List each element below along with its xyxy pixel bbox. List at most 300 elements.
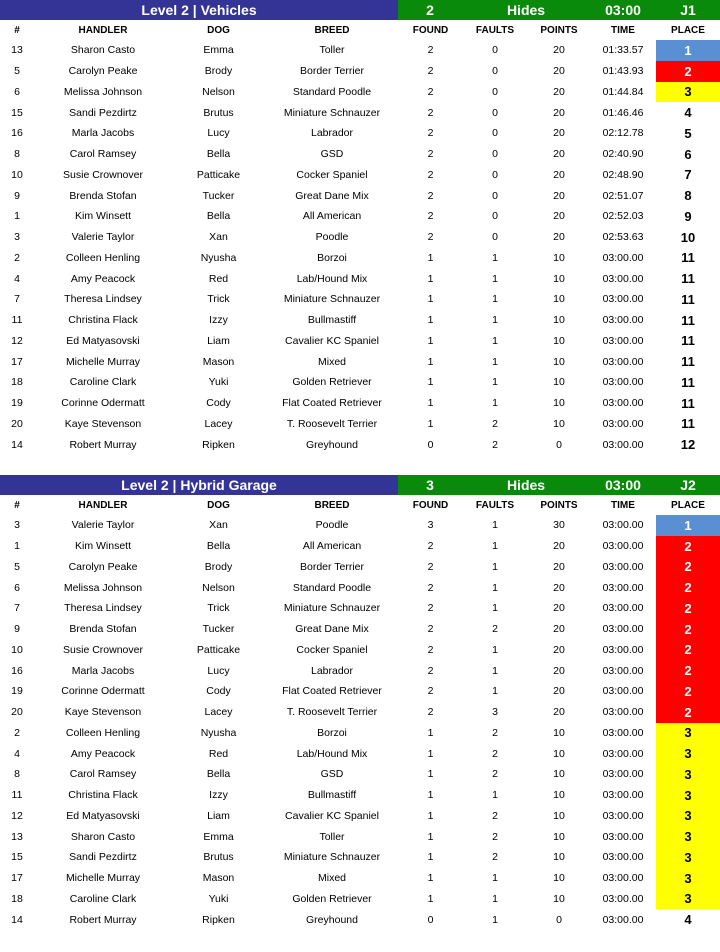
cell-found: 2 [427, 231, 434, 244]
cell-found: 1 [427, 747, 434, 760]
cell-number: 12 [11, 809, 23, 822]
cell-place: 11 [681, 395, 695, 411]
cell-found: 1 [427, 293, 434, 306]
cell-dog: Brutus [203, 106, 234, 119]
column-header-time: TIME [611, 499, 635, 511]
cell-dog: Trick [207, 293, 230, 306]
cell-dog: Nelson [202, 581, 235, 594]
cell-handler: Sandi Pezdirtz [69, 851, 137, 864]
cell-found: 1 [427, 768, 434, 781]
cell-number: 20 [11, 417, 23, 430]
cell-time: 03:00.00 [602, 830, 644, 843]
cell-points: 10 [553, 830, 565, 843]
cell-number: 20 [11, 706, 23, 719]
cell-dog: Ripken [202, 913, 235, 926]
cell-faults: 1 [492, 560, 498, 573]
cell-points: 0 [556, 913, 562, 926]
cell-time: 03:00.00 [602, 602, 644, 615]
cell-place: 8 [684, 188, 692, 204]
cell-dog: Lacey [204, 417, 233, 430]
cell-points: 10 [553, 872, 565, 885]
cell-time: 03:00.00 [602, 892, 644, 905]
cell-points: 20 [553, 148, 565, 161]
results-table [0, 495, 720, 930]
cell-found: 2 [427, 706, 434, 719]
cell-handler: Corinne Odermatt [61, 685, 145, 698]
cell-dog: Cody [206, 397, 231, 410]
cell-dog: Lucy [207, 127, 230, 140]
table-row [0, 619, 720, 640]
cell-breed: Mixed [317, 355, 346, 368]
cell-breed: Lab/Hound Mix [296, 747, 368, 760]
cell-time: 03:00.00 [602, 560, 644, 573]
table-row [0, 185, 720, 206]
cell-faults: 0 [492, 189, 498, 202]
cell-handler: Melissa Johnson [63, 85, 143, 98]
cell-handler: Melissa Johnson [63, 581, 143, 594]
cell-dog: Nyusha [200, 726, 237, 739]
time-limit: 03:00 [605, 477, 641, 493]
cell-breed: Cocker Spaniel [296, 643, 368, 656]
cell-breed: Great Dane Mix [295, 189, 369, 202]
cell-time: 03:00.00 [602, 519, 644, 532]
cell-place: 3 [656, 847, 720, 868]
cell-faults: 1 [492, 789, 498, 802]
cell-handler: Ed Matyasovski [66, 809, 140, 822]
cell-found: 0 [427, 913, 434, 926]
cell-time: 03:00.00 [602, 438, 644, 451]
cell-place: 3 [656, 826, 720, 847]
table-row [0, 640, 720, 661]
cell-number: 14 [11, 438, 23, 451]
cell-handler: Christina Flack [68, 789, 138, 802]
cell-number: 17 [11, 872, 23, 885]
cell-found: 2 [427, 106, 434, 119]
cell-points: 20 [553, 189, 565, 202]
cell-dog: Patticake [196, 643, 241, 656]
cell-faults: 1 [492, 272, 498, 285]
cell-points: 10 [553, 892, 565, 905]
cell-found: 1 [427, 789, 434, 802]
cell-points: 20 [553, 602, 565, 615]
cell-points: 30 [553, 519, 565, 532]
cell-place: 3 [656, 723, 720, 744]
time-limit: 03:00 [605, 2, 641, 18]
cell-dog: Lacey [204, 706, 233, 719]
column-header-handler: HANDLER [78, 499, 128, 511]
cell-dog: Liam [207, 809, 230, 822]
cell-handler: Kim Winsett [74, 540, 131, 553]
cell-dog: Tucker [202, 189, 235, 202]
table-row [0, 372, 720, 393]
cell-found: 2 [427, 685, 434, 698]
cell-number: 13 [11, 44, 23, 57]
cell-number: 4 [14, 272, 20, 285]
table-row [0, 764, 720, 785]
cell-handler: Colleen Henling [65, 726, 141, 739]
column-header-handler: HANDLER [78, 24, 128, 36]
cell-breed: Golden Retriever [292, 376, 372, 389]
cell-faults: 3 [492, 706, 498, 719]
cell-points: 20 [553, 706, 565, 719]
cell-found: 2 [427, 623, 434, 636]
cell-time: 03:00.00 [602, 397, 644, 410]
section-summary [398, 475, 720, 495]
column-header-time: TIME [611, 24, 635, 36]
cell-breed: Toller [319, 830, 345, 843]
cell-place: 11 [681, 374, 695, 390]
cell-dog: Red [208, 747, 229, 760]
cell-place: 10 [680, 229, 696, 245]
cell-number: 2 [14, 251, 20, 264]
cell-faults: 1 [492, 685, 498, 698]
cell-handler: Marla Jacobs [71, 127, 135, 140]
cell-points: 20 [553, 231, 565, 244]
cell-place: 11 [681, 291, 695, 307]
cell-faults: 1 [492, 397, 498, 410]
table-row [0, 660, 720, 681]
table-row [0, 123, 720, 144]
cell-number: 10 [11, 168, 23, 181]
cell-number: 5 [14, 65, 20, 78]
cell-breed: Cocker Spaniel [296, 168, 368, 181]
cell-place: 11 [681, 416, 695, 432]
cell-points: 10 [553, 809, 565, 822]
cell-number: 11 [11, 789, 23, 802]
cell-breed: All American [302, 540, 362, 553]
cell-place: 1 [656, 40, 720, 61]
cell-points: 20 [553, 106, 565, 119]
cell-number: 9 [14, 189, 20, 202]
column-header-faults: FAULTS [475, 499, 515, 511]
cell-dog: Emma [203, 830, 234, 843]
cell-number: 10 [11, 643, 23, 656]
cell-place: 2 [656, 577, 720, 598]
cell-dog: Ripken [202, 438, 235, 451]
hides-count: 3 [426, 477, 434, 493]
cell-place: 6 [684, 146, 692, 162]
cell-dog: Tucker [202, 623, 235, 636]
cell-number: 5 [14, 560, 20, 573]
cell-breed: Miniature Schnauzer [283, 602, 381, 615]
table-row [0, 40, 720, 61]
cell-breed: Border Terrier [300, 65, 364, 78]
table-row [0, 165, 720, 186]
cell-breed: GSD [320, 148, 344, 161]
section-title: Level 2 | Hybrid Garage [0, 475, 398, 495]
cell-faults: 0 [492, 65, 498, 78]
table-row [0, 889, 720, 910]
cell-breed: Labrador [310, 664, 354, 677]
cell-place: 11 [681, 312, 695, 328]
cell-found: 1 [427, 334, 434, 347]
cell-breed: Miniature Schnauzer [283, 106, 381, 119]
cell-dog: Mason [202, 355, 235, 368]
cell-time: 03:00.00 [602, 272, 644, 285]
table-row [0, 268, 720, 289]
cell-time: 03:00.00 [602, 706, 644, 719]
cell-handler: Christina Flack [68, 314, 138, 327]
cell-time: 03:00.00 [602, 355, 644, 368]
cell-found: 1 [427, 851, 434, 864]
cell-number: 11 [11, 314, 23, 327]
table-row [0, 227, 720, 248]
cell-breed: Bullmastiff [307, 314, 357, 327]
cell-place: 2 [656, 61, 720, 82]
cell-faults: 2 [492, 768, 498, 781]
cell-handler: Kaye Stevenson [64, 417, 142, 430]
cell-time: 03:00.00 [602, 768, 644, 781]
cell-time: 03:00.00 [602, 581, 644, 594]
column-header-place: PLACE [671, 499, 705, 511]
cell-points: 10 [553, 334, 565, 347]
cell-breed: Cavalier KC Spaniel [285, 334, 379, 347]
cell-points: 20 [553, 664, 565, 677]
table-row [0, 536, 720, 557]
cell-place: 2 [656, 660, 720, 681]
cell-dog: Yuki [208, 892, 229, 905]
cell-faults: 2 [492, 809, 498, 822]
table-row [0, 351, 720, 372]
column-header-number: # [14, 24, 20, 36]
cell-time: 02:12.78 [602, 127, 644, 140]
cell-dog: Brody [204, 65, 233, 78]
cell-handler: Kim Winsett [74, 210, 131, 223]
section-title: Level 2 | Vehicles [0, 0, 398, 20]
cell-place: 5 [684, 125, 692, 141]
cell-handler: Susie Crownover [63, 643, 143, 656]
cell-found: 1 [427, 314, 434, 327]
cell-number: 19 [11, 685, 23, 698]
cell-found: 2 [427, 148, 434, 161]
cell-handler: Theresa Lindsey [64, 602, 142, 615]
cell-found: 2 [427, 65, 434, 78]
results-table [0, 20, 720, 455]
cell-handler: Corinne Odermatt [61, 397, 145, 410]
cell-handler: Amy Peacock [70, 747, 136, 760]
cell-number: 18 [11, 892, 23, 905]
hides-label: Hides [506, 2, 546, 18]
cell-time: 03:00.00 [602, 851, 644, 864]
cell-handler: Marla Jacobs [71, 664, 135, 677]
cell-found: 3 [427, 519, 434, 532]
cell-found: 2 [427, 664, 434, 677]
cell-faults: 1 [492, 872, 498, 885]
cell-faults: 1 [492, 519, 498, 532]
cell-place: 1 [656, 515, 720, 536]
cell-points: 20 [553, 540, 565, 553]
cell-found: 2 [427, 540, 434, 553]
cell-number: 7 [14, 602, 20, 615]
column-header-points: POINTS [540, 499, 578, 511]
cell-time: 02:40.90 [602, 148, 644, 161]
cell-time: 03:00.00 [602, 789, 644, 802]
cell-found: 2 [427, 210, 434, 223]
cell-points: 20 [553, 44, 565, 57]
judge-label: J1 [680, 2, 696, 18]
cell-handler: Ed Matyasovski [66, 334, 140, 347]
cell-number: 13 [11, 830, 23, 843]
table-row [0, 577, 720, 598]
table-header [0, 495, 720, 515]
cell-points: 10 [553, 747, 565, 760]
cell-number: 19 [11, 397, 23, 410]
cell-place: 2 [656, 557, 720, 578]
column-header-faults: FAULTS [475, 24, 515, 36]
table-row [0, 909, 720, 930]
cell-dog: Xan [209, 519, 228, 532]
hybrid-garage-section [0, 475, 720, 930]
cell-dog: Lucy [207, 664, 230, 677]
cell-points: 10 [553, 789, 565, 802]
column-header-breed: BREED [314, 499, 350, 511]
cell-breed: Toller [319, 44, 345, 57]
cell-points: 10 [553, 768, 565, 781]
cell-handler: Michelle Murray [65, 872, 141, 885]
cell-number: 16 [11, 664, 23, 677]
cell-number: 2 [14, 726, 20, 739]
cell-faults: 0 [492, 210, 498, 223]
cell-dog: Emma [203, 44, 234, 57]
cell-points: 10 [553, 726, 565, 739]
cell-number: 8 [14, 148, 20, 161]
cell-handler: Valerie Taylor [71, 519, 135, 532]
cell-faults: 1 [492, 314, 498, 327]
column-header-points: POINTS [540, 24, 578, 36]
cell-time: 03:00.00 [602, 913, 644, 926]
cell-points: 20 [553, 127, 565, 140]
cell-points: 20 [553, 85, 565, 98]
cell-place: 3 [656, 889, 720, 910]
cell-breed: Greyhound [306, 913, 358, 926]
cell-faults: 2 [492, 417, 498, 430]
cell-faults: 1 [492, 355, 498, 368]
cell-handler: Theresa Lindsey [64, 293, 142, 306]
cell-number: 8 [14, 768, 20, 781]
table-row [0, 331, 720, 352]
cell-found: 1 [427, 872, 434, 885]
table-row [0, 434, 720, 455]
cell-dog: Yuki [208, 376, 229, 389]
column-header-number: # [14, 499, 20, 511]
cell-number: 17 [11, 355, 23, 368]
cell-time: 03:00.00 [602, 314, 644, 327]
cell-dog: Brutus [203, 851, 234, 864]
cell-breed: Standard Poodle [292, 85, 372, 98]
cell-faults: 2 [492, 830, 498, 843]
cell-dog: Mason [202, 872, 235, 885]
cell-handler: Amy Peacock [70, 272, 136, 285]
cell-breed: Golden Retriever [292, 892, 372, 905]
cell-time: 01:46.46 [602, 106, 644, 119]
cell-place: 3 [656, 806, 720, 827]
cell-faults: 0 [492, 44, 498, 57]
cell-time: 02:52.03 [602, 210, 644, 223]
cell-dog: Brody [204, 560, 233, 573]
cell-points: 10 [553, 417, 565, 430]
cell-time: 03:00.00 [602, 623, 644, 636]
table-row [0, 723, 720, 744]
cell-breed: T. Roosevelt Terrier [286, 417, 378, 430]
cell-number: 15 [11, 106, 23, 119]
cell-faults: 0 [492, 148, 498, 161]
cell-handler: Carol Ramsey [69, 148, 137, 161]
cell-points: 10 [553, 251, 565, 264]
cell-number: 3 [14, 231, 20, 244]
cell-time: 03:00.00 [602, 726, 644, 739]
cell-handler: Carolyn Peake [68, 560, 138, 573]
cell-breed: Lab/Hound Mix [296, 272, 368, 285]
cell-found: 1 [427, 417, 434, 430]
cell-dog: Bella [206, 210, 231, 223]
cell-points: 20 [553, 210, 565, 223]
cell-place: 2 [656, 536, 720, 557]
cell-points: 10 [553, 376, 565, 389]
cell-found: 2 [427, 581, 434, 594]
judge-label: J2 [680, 477, 696, 493]
cell-found: 1 [427, 272, 434, 285]
cell-found: 2 [427, 189, 434, 202]
cell-dog: Bella [206, 148, 231, 161]
table-row [0, 826, 720, 847]
cell-dog: Liam [207, 334, 230, 347]
column-header-breed: BREED [314, 24, 350, 36]
cell-points: 20 [553, 685, 565, 698]
cell-handler: Carolyn Peake [68, 65, 138, 78]
cell-points: 10 [553, 314, 565, 327]
cell-number: 9 [14, 623, 20, 636]
cell-points: 20 [553, 581, 565, 594]
cell-time: 02:53.63 [602, 231, 644, 244]
cell-dog: Nyusha [200, 251, 237, 264]
table-row [0, 598, 720, 619]
cell-points: 20 [553, 623, 565, 636]
table-row [0, 743, 720, 764]
cell-place: 11 [681, 271, 695, 287]
table-row [0, 206, 720, 227]
cell-time: 03:00.00 [602, 685, 644, 698]
cell-handler: Brenda Stofan [69, 189, 137, 202]
cell-breed: GSD [320, 768, 344, 781]
cell-number: 3 [14, 519, 20, 532]
cell-handler: Brenda Stofan [69, 623, 137, 636]
table-row [0, 144, 720, 165]
cell-handler: Caroline Clark [69, 892, 137, 905]
cell-time: 01:33.57 [602, 44, 644, 57]
cell-faults: 1 [492, 334, 498, 347]
table-row [0, 702, 720, 723]
cell-faults: 1 [492, 892, 498, 905]
cell-breed: Cavalier KC Spaniel [285, 809, 379, 822]
cell-points: 10 [553, 272, 565, 285]
cell-breed: T. Roosevelt Terrier [286, 706, 378, 719]
cell-faults: 1 [492, 913, 498, 926]
cell-time: 03:00.00 [602, 251, 644, 264]
cell-breed: Standard Poodle [292, 581, 372, 594]
cell-handler: Sharon Casto [70, 830, 136, 843]
table-row [0, 289, 720, 310]
cell-breed: Miniature Schnauzer [283, 293, 381, 306]
cell-faults: 1 [492, 540, 498, 553]
cell-handler: Caroline Clark [69, 376, 137, 389]
cell-number: 7 [14, 293, 20, 306]
cell-number: 12 [11, 334, 23, 347]
section-title-bar [0, 0, 720, 20]
cell-place: 3 [656, 785, 720, 806]
table-row [0, 557, 720, 578]
cell-dog: Xan [209, 231, 228, 244]
cell-found: 2 [427, 560, 434, 573]
